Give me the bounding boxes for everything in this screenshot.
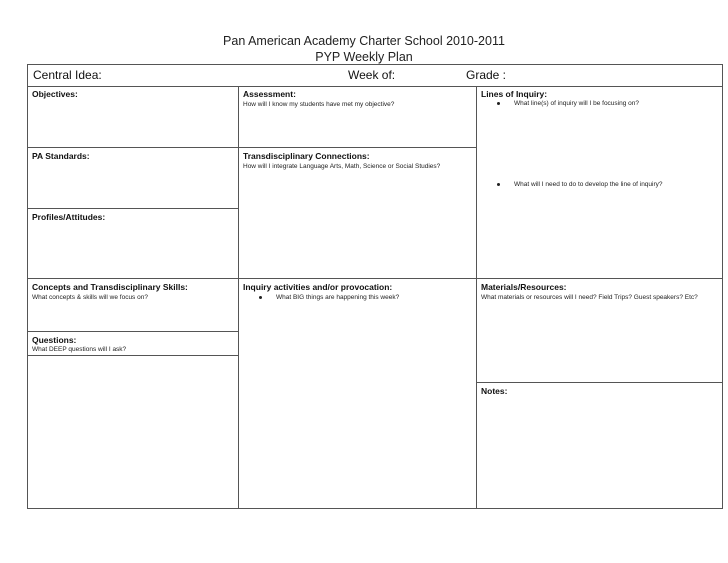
inquiry-activities-title: Inquiry activities and/or provocation: [243,282,393,292]
row-divider-2 [27,208,238,209]
concepts-skills-title: Concepts and Transdisciplinary Skills: [32,282,188,292]
questions-title: Questions: [32,335,77,345]
bullet-text: What BIG things are happening this week? [276,294,400,301]
inquiry-activities-bullet [259,294,399,301]
column-divider-2 [476,86,477,509]
central-idea-label: Central Idea: [33,68,102,82]
column-divider-1 [238,86,239,509]
plan-title: PYP Weekly Plan [315,50,413,64]
transdisciplinary-connections-title: Transdisciplinary Connections: [243,151,370,161]
row-divider-header [27,86,723,87]
lines-of-inquiry-bullet [497,181,663,188]
grade-label: Grade : [466,68,507,82]
row-divider-1b [238,147,476,148]
row-divider-1 [27,147,238,148]
bullet-icon [259,296,262,299]
row-divider-5 [27,355,238,356]
concepts-skills-prompt: What concepts & skills will we focus on? [32,294,148,301]
lines-of-inquiry-bullet [497,100,639,107]
notes-title: Notes: [481,386,508,396]
assessment-title: Assessment: [243,89,296,99]
pa-standards-title: PA Standards: [32,151,90,161]
row-divider-4 [27,331,238,332]
lines-of-inquiry-title: Lines of Inquiry: [481,89,548,99]
bullet-icon [497,183,500,186]
materials-resources-title: Materials/Resources: [481,282,567,292]
transdisciplinary-connections-prompt: How will I integrate Language Arts, Math, Science or Social Studies? [243,163,441,170]
week-of-label: Week of: [348,68,396,82]
materials-resources-prompt: What materials or resources will I need? Field Trips? Guest speakers? Etc? [481,294,698,301]
bullet-text: What line(s) of inquiry will I be focusing on? [514,100,640,107]
bullet-icon [497,102,500,105]
row-divider-3 [27,278,723,279]
row-divider-6 [476,382,723,383]
assessment-prompt: How will I know my students have met my objective? [243,101,395,108]
profiles-attitudes-title: Profiles/Attitudes: [32,212,106,222]
objectives-title: Objectives: [32,89,78,99]
bullet-text: What will I need to do to develop the line of inquiry? [514,181,663,188]
school-title: Pan American Academy Charter School 2010-2011 [223,34,505,48]
questions-prompt: What DEEP questions will I ask? [32,346,127,353]
